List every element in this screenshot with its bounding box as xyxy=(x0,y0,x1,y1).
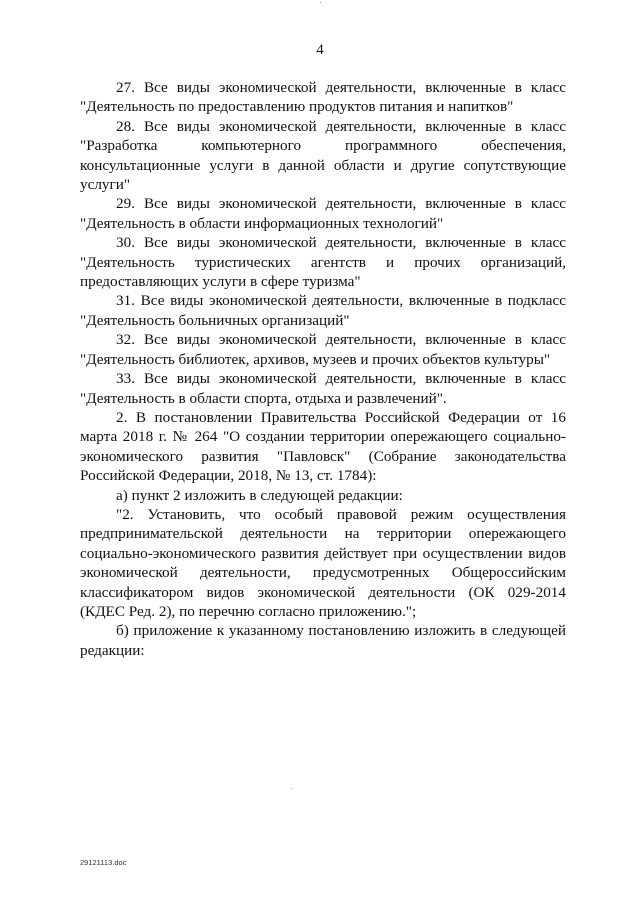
paragraph-section-2: 2. В постановлении Правительства Российской Федерации от 16 марта 2018 г. № 264 "О создании территории опережающего социально-экономического развития "Павловск" (Собрание законодательства Российской Федерации, 2018, № 13, ст. 1784): xyxy=(80,408,566,485)
scan-artifact-dot xyxy=(320,2,321,3)
document-file-code: 29121113.doc xyxy=(80,858,127,867)
paragraph-item-29: 29. Все виды экономической деятельности, включенные в класс "Деятельность в области информационных технологий" xyxy=(80,195,566,232)
paragraph-subitem-a: а) пункт 2 изложить в следующей редакции: xyxy=(116,486,403,504)
paragraph-item-28: 28. Все виды экономической деятельности, включенные в класс "Разработка компьютерного программного обеспечения, консультационные услуги в данной области и другие сопутствующие услуги" xyxy=(80,117,566,194)
paragraph-item-27: 27. Все виды экономической деятельности, включенные в класс "Деятельность по предоставлению продуктов питания и напитков" xyxy=(80,79,566,116)
paragraph-subitem-b: б) приложение к указанному постановлению изложить в следующей редакции: xyxy=(80,622,566,659)
document-body xyxy=(80,78,566,660)
paragraph-item-31: 31. Все виды экономической деятельности, включенные в подкласс "Деятельность больничных организаций" xyxy=(80,292,566,329)
scan-artifact-dot xyxy=(291,788,292,789)
paragraph-item-30: 30. Все виды экономической деятельности, включенные в класс "Деятельность туристических агентств и прочих организаций, предоставляющих услуги в сфере туризма" xyxy=(80,234,566,291)
page-number: 4 xyxy=(316,42,324,58)
paragraph-item-33: 33. Все виды экономической деятельности, включенные в класс "Деятельность в области спорта, отдыха и развлечений". xyxy=(80,370,566,407)
paragraph-item-32: 32. Все виды экономической деятельности, включенные в класс "Деятельность библиотек, архивов, музеев и прочих объектов культуры" xyxy=(80,331,566,368)
paragraph-quoted-clause: "2. Установить, что особый правовой режим осуществления предпринимательской деятельности на территории опережающего социально-экономического развития действует при осуществлении видов экономической деятельности, предусмотренных Общероссийским классификатором видов экономической деятельности (ОК 029-2014 (КДЕС Ред. 2), по перечню согласно приложению."; xyxy=(80,505,566,620)
